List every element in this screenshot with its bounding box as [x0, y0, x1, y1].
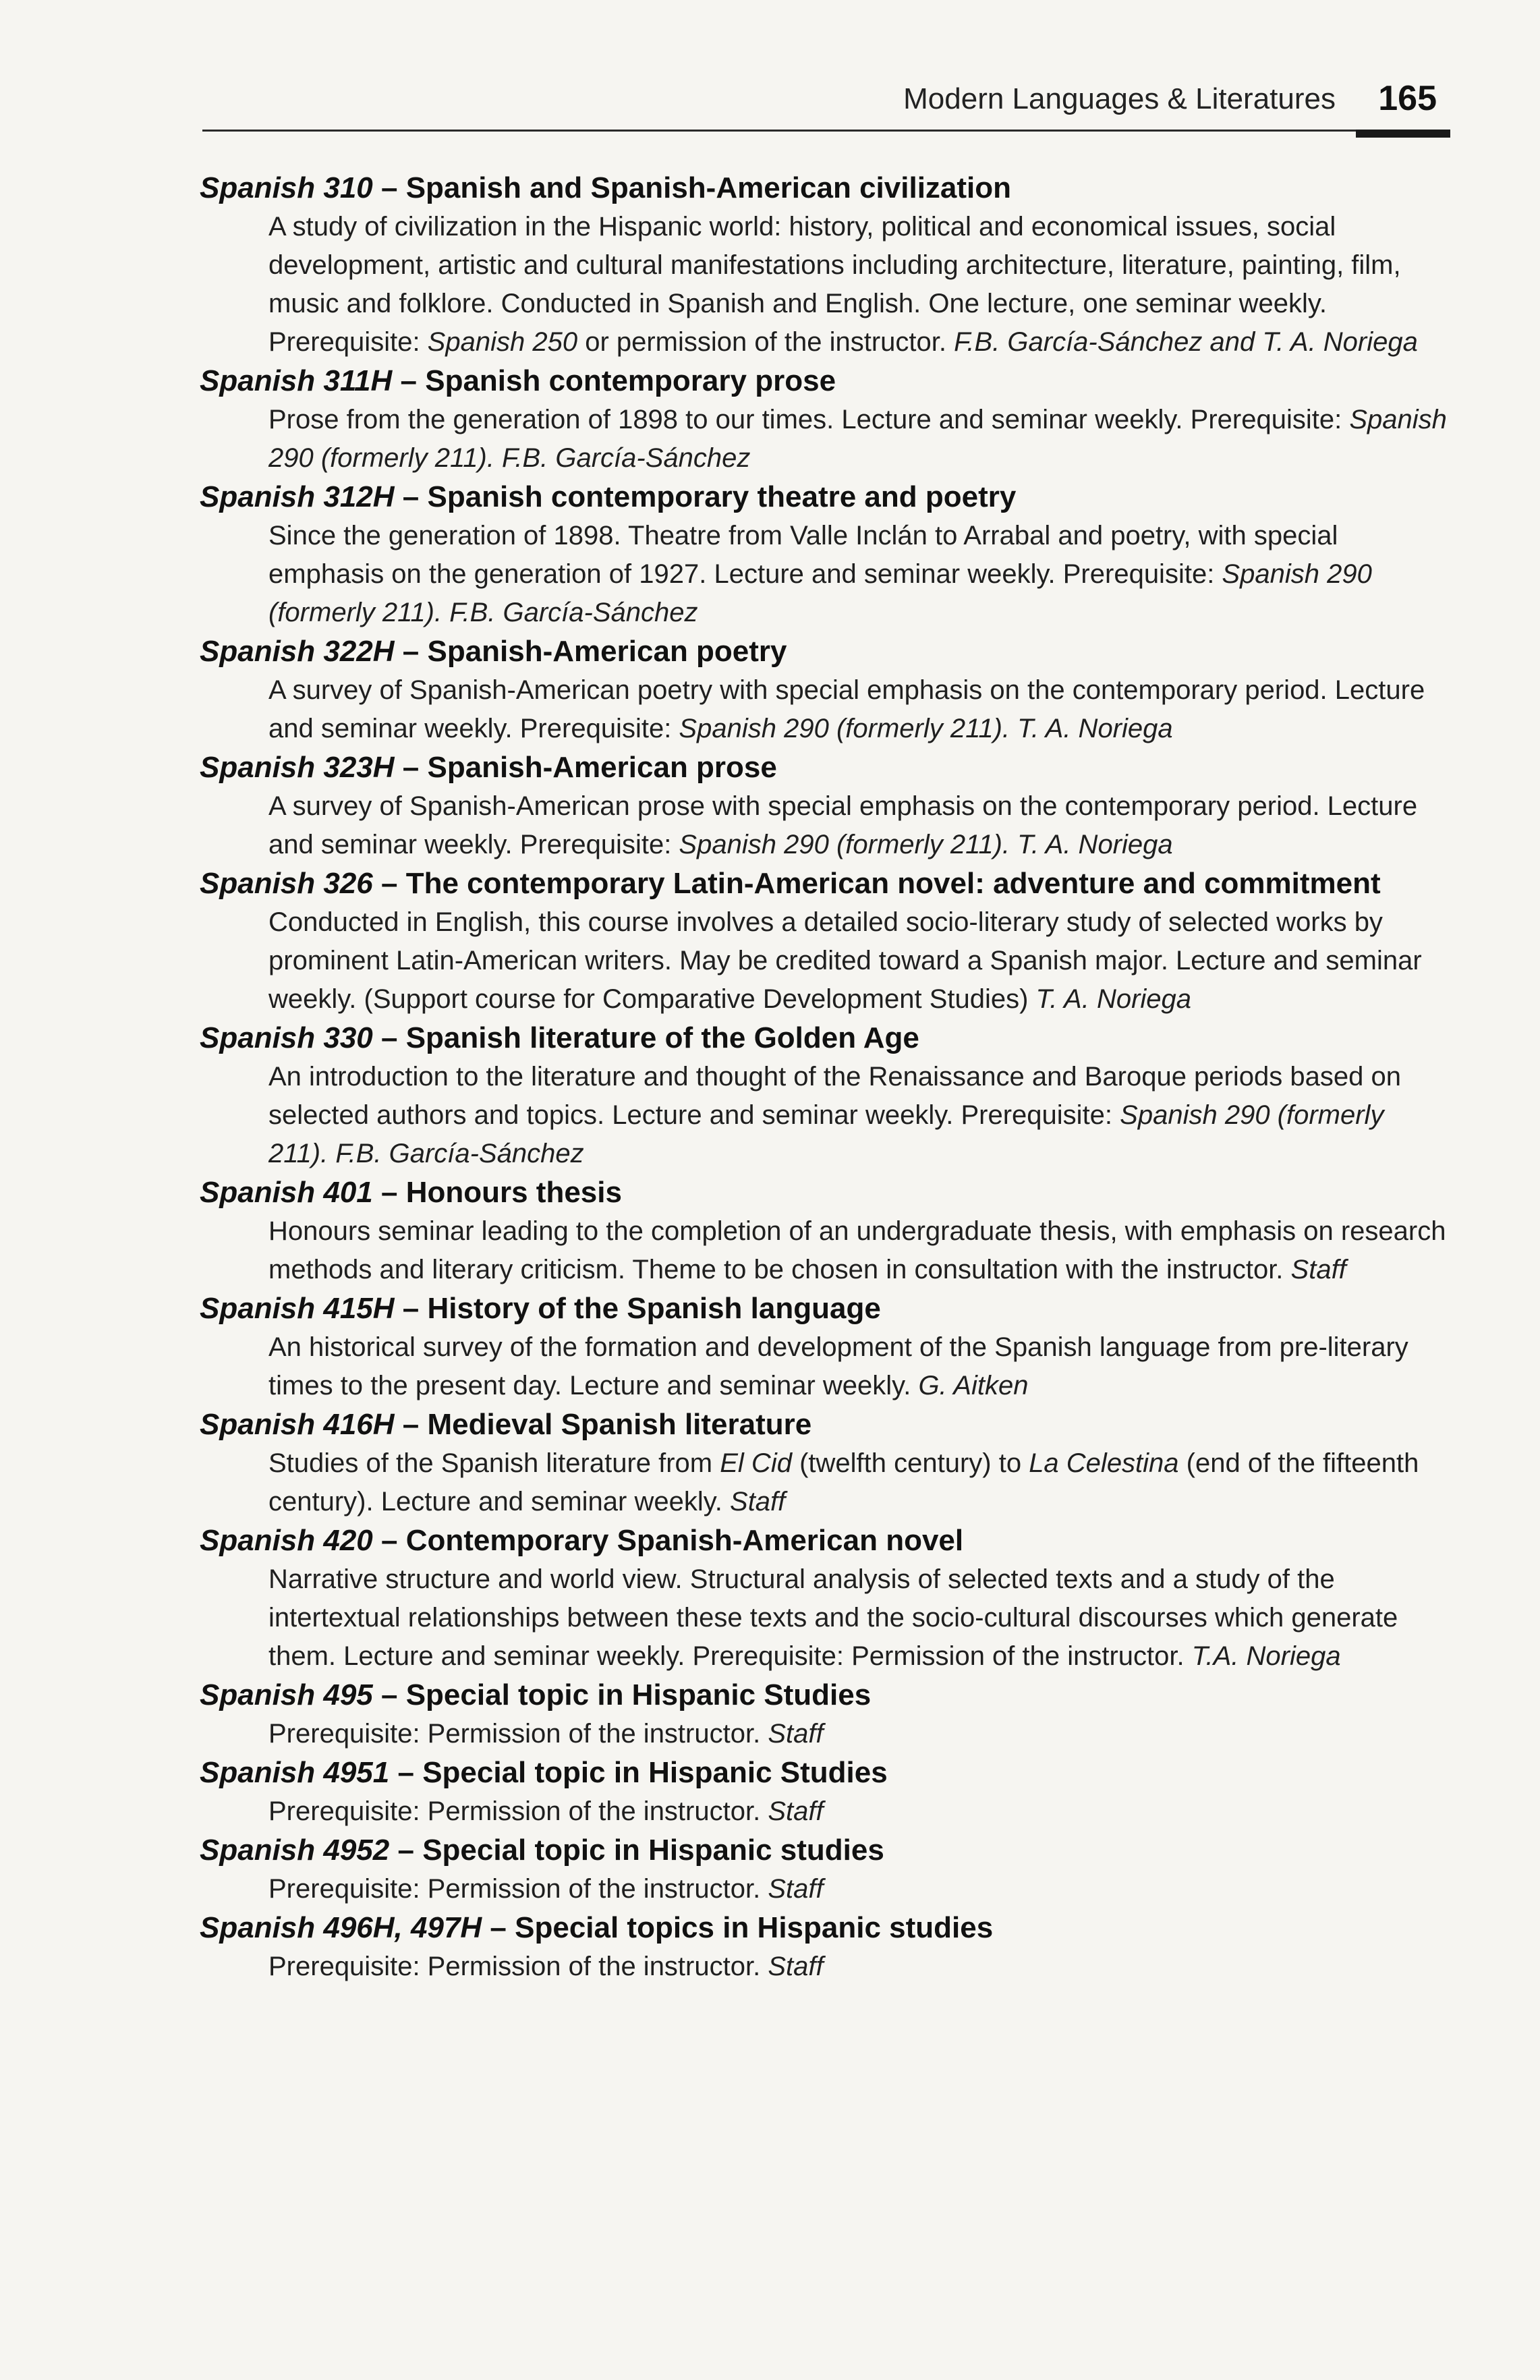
- course-code: Spanish 416H: [200, 1408, 395, 1441]
- description-italic-text: Staff: [768, 1796, 824, 1826]
- course-description: [268, 1328, 1448, 1405]
- course-title: [200, 362, 1448, 401]
- course-name: Special topic in Hispanic Studies: [405, 1678, 872, 1711]
- course-separator: –: [394, 751, 428, 784]
- description-italic-text: Staff: [768, 1874, 824, 1904]
- header-rule-bar: [1356, 130, 1450, 138]
- course-description: [268, 401, 1448, 478]
- course-separator: –: [372, 1021, 406, 1054]
- course-separator: –: [372, 867, 406, 900]
- course-name: Spanish literature of the Golden Age: [405, 1021, 919, 1054]
- description-text: or permission of the instructor.: [577, 327, 954, 357]
- course-description: [268, 903, 1448, 1019]
- course-entry: [200, 1289, 1448, 1405]
- course-separator: –: [372, 1524, 406, 1557]
- course-name: Spanish contemporary theatre and poetry: [427, 480, 1017, 513]
- course-code: Spanish 401: [200, 1176, 373, 1209]
- course-entry: [200, 1753, 1448, 1831]
- course-code: Spanish 322H: [200, 635, 395, 668]
- description-italic-text: Spanish 290 (formerly 211). F.B. García-Sánchez: [268, 559, 1372, 627]
- course-title: [200, 1405, 1448, 1444]
- description-italic-text: El Cid: [720, 1448, 792, 1478]
- description-italic-text: Spanish 290 (formerly 211). T. A. Noriega: [679, 714, 1173, 743]
- description-italic-text: Spanish 250: [427, 327, 578, 357]
- course-name: Medieval Spanish literature: [427, 1408, 812, 1441]
- description-italic-text: Spanish 290 (formerly 211). T. A. Noriega: [679, 830, 1173, 859]
- course-code: Spanish 310: [200, 171, 373, 204]
- course-title: [200, 748, 1448, 787]
- course-code: Spanish 415H: [200, 1292, 395, 1325]
- course-code: Spanish 496H, 497H: [200, 1911, 482, 1944]
- course-description: [268, 1948, 1448, 1986]
- course-name: Special topic in Hispanic studies: [422, 1834, 884, 1867]
- course-entry: [200, 748, 1448, 864]
- course-description: [268, 1560, 1448, 1676]
- description-text: Prerequisite: Permission of the instructor.: [268, 1874, 768, 1904]
- page-number: 165: [1378, 79, 1437, 118]
- description-italic-text: Spanish 290 (formerly 211). F.B. García-Sánchez: [268, 1100, 1384, 1168]
- course-code: Spanish 311H: [200, 364, 393, 397]
- description-italic-text: T.A. Noriega: [1191, 1641, 1341, 1671]
- course-name: Spanish-American poetry: [427, 635, 787, 668]
- course-description: [268, 1870, 1448, 1908]
- description-text: Prerequisite: Permission of the instructor.: [268, 1952, 768, 1981]
- course-separator: –: [372, 1176, 406, 1209]
- course-entry: [200, 1019, 1448, 1173]
- course-code: Spanish 4952: [200, 1834, 390, 1867]
- course-title: [200, 1908, 1448, 1948]
- description-italic-text: T. A. Noriega: [1035, 984, 1192, 1014]
- description-italic-text: Staff: [1290, 1255, 1346, 1284]
- course-name: Honours thesis: [405, 1176, 622, 1209]
- description-text: Since the generation of 1898. Theatre from Valle Inclán to Arrabal and poetry, with special emphasis on the generation of 1927. Lecture and seminar weekly. Prerequisite:: [268, 521, 1338, 589]
- running-header-title: Modern Languages & Literatures: [903, 82, 1336, 115]
- course-title: [200, 1289, 1448, 1328]
- description-text: A survey of Spanish-American prose with special emphasis on the contemporary period. Lecture and seminar weekly. Prerequisite:: [268, 791, 1418, 859]
- description-italic-text: Staff: [768, 1719, 824, 1749]
- description-text: Prose from the generation of 1898 to our times. Lecture and seminar weekly. Prerequisite:: [268, 405, 1350, 434]
- course-title: [200, 1019, 1448, 1058]
- description-text: (twelfth century) to: [791, 1448, 1029, 1478]
- course-name: Spanish and Spanish-American civilization: [405, 171, 1012, 204]
- course-entry: [200, 1405, 1448, 1521]
- description-italic-text: G. Aitken: [918, 1371, 1029, 1400]
- description-text: An historical survey of the formation and development of the Spanish language from pre-literary times to the present day. Lecture and seminar weekly.: [268, 1332, 1408, 1400]
- course-code: Spanish 312H: [200, 480, 395, 513]
- course-separator: –: [389, 1834, 423, 1867]
- page-header: [202, 76, 1450, 132]
- course-entry: [200, 362, 1448, 478]
- course-title: [200, 864, 1448, 903]
- course-entry: [200, 1676, 1448, 1753]
- course-name: Special topic in Hispanic Studies: [422, 1756, 888, 1789]
- course-title: [200, 169, 1448, 208]
- description-italic-text: F.B. García-Sánchez and T. A. Noriega: [954, 327, 1418, 357]
- course-code: Spanish 330: [200, 1021, 373, 1054]
- description-text: Prerequisite: Permission of the instructor.: [268, 1796, 768, 1826]
- course-entry: [200, 1831, 1448, 1908]
- course-code: Spanish 4951: [200, 1756, 390, 1789]
- course-title: [200, 1173, 1448, 1212]
- course-name: Spanish contemporary prose: [425, 364, 836, 397]
- course-separator: –: [389, 1756, 423, 1789]
- course-title: [200, 1521, 1448, 1560]
- description-text: (end of the fifteenth century). Lecture and seminar weekly.: [268, 1448, 1419, 1517]
- course-separator: –: [372, 1678, 406, 1711]
- course-name: Contemporary Spanish-American novel: [405, 1524, 964, 1557]
- description-text: Prerequisite: Permission of the instructor.: [268, 1719, 768, 1749]
- course-separator: –: [372, 171, 406, 204]
- course-entry: [200, 632, 1448, 748]
- course-entry: [200, 478, 1448, 632]
- course-title: [200, 478, 1448, 517]
- course-entry: [200, 1908, 1448, 1986]
- description-text: A study of civilization in the Hispanic world: history, political and economical issues, social development, artistic and cultural manifestations including architecture, literature, painting, film, music and folklore. Conducted in Spanish and English. One lecture, one seminar weekly. Prerequisite:: [268, 212, 1401, 357]
- course-list: [200, 169, 1448, 1986]
- course-description: [268, 208, 1448, 362]
- description-italic-text: Staff: [768, 1952, 824, 1981]
- course-name: The contemporary Latin-American novel: adventure and commitment: [405, 867, 1381, 900]
- course-description: [268, 1212, 1448, 1289]
- description-text: Studies of the Spanish literature from: [268, 1448, 720, 1478]
- course-description: [268, 671, 1448, 748]
- description-text: A survey of Spanish-American poetry with special emphasis on the contemporary period. Lecture and seminar weekly. Prerequisite:: [268, 675, 1425, 743]
- course-code: Spanish 495: [200, 1678, 373, 1711]
- course-description: [268, 1444, 1448, 1521]
- course-entry: [200, 1173, 1448, 1289]
- course-code: Spanish 420: [200, 1524, 373, 1557]
- course-description: [268, 787, 1448, 864]
- description-italic-text: La Celestina: [1029, 1448, 1179, 1478]
- course-description: [268, 1792, 1448, 1831]
- course-entry: [200, 169, 1448, 362]
- description-text: Honours seminar leading to the completion of an undergraduate thesis, with emphasis on research methods and literary criticism. Theme to be chosen in consultation with the instructor.: [268, 1216, 1446, 1284]
- course-separator: –: [394, 1408, 428, 1441]
- course-code: Spanish 323H: [200, 751, 395, 784]
- course-separator: –: [394, 635, 428, 668]
- description-text: An introduction to the literature and thought of the Renaissance and Baroque periods based on selected authors and topics. Lecture and seminar weekly. Prerequisite:: [268, 1062, 1401, 1130]
- course-title: [200, 1753, 1448, 1792]
- description-text: Conducted in English, this course involves a detailed socio-literary study of selected works by prominent Latin-American writers. May be credited toward a Spanish major. Lecture and seminar weekly. (Support course for Comparative Development Studies): [268, 907, 1422, 1014]
- course-title: [200, 1676, 1448, 1715]
- course-entry: [200, 1521, 1448, 1676]
- course-description: [268, 1715, 1448, 1753]
- course-separator: –: [482, 1911, 515, 1944]
- course-separator: –: [394, 480, 428, 513]
- course-description: [268, 1058, 1448, 1173]
- course-name: Special topics in Hispanic studies: [515, 1911, 994, 1944]
- course-entry: [200, 864, 1448, 1019]
- course-name: History of the Spanish language: [427, 1292, 881, 1325]
- description-italic-text: Staff: [730, 1487, 786, 1517]
- course-separator: –: [392, 364, 426, 397]
- course-code: Spanish 326: [200, 867, 373, 900]
- course-description: [268, 517, 1448, 632]
- course-title: [200, 1831, 1448, 1870]
- course-separator: –: [394, 1292, 428, 1325]
- description-text: Narrative structure and world view. Structural analysis of selected texts and a study of the intertextual relationships between these texts and the socio-cultural discourses which generate them. Lecture and seminar weekly. Prerequisite: Permission of the instructor.: [268, 1564, 1398, 1671]
- course-name: Spanish-American prose: [427, 751, 777, 784]
- description-italic-text: Spanish 290 (formerly 211). F.B. García-Sánchez: [268, 405, 1447, 473]
- course-title: [200, 632, 1448, 671]
